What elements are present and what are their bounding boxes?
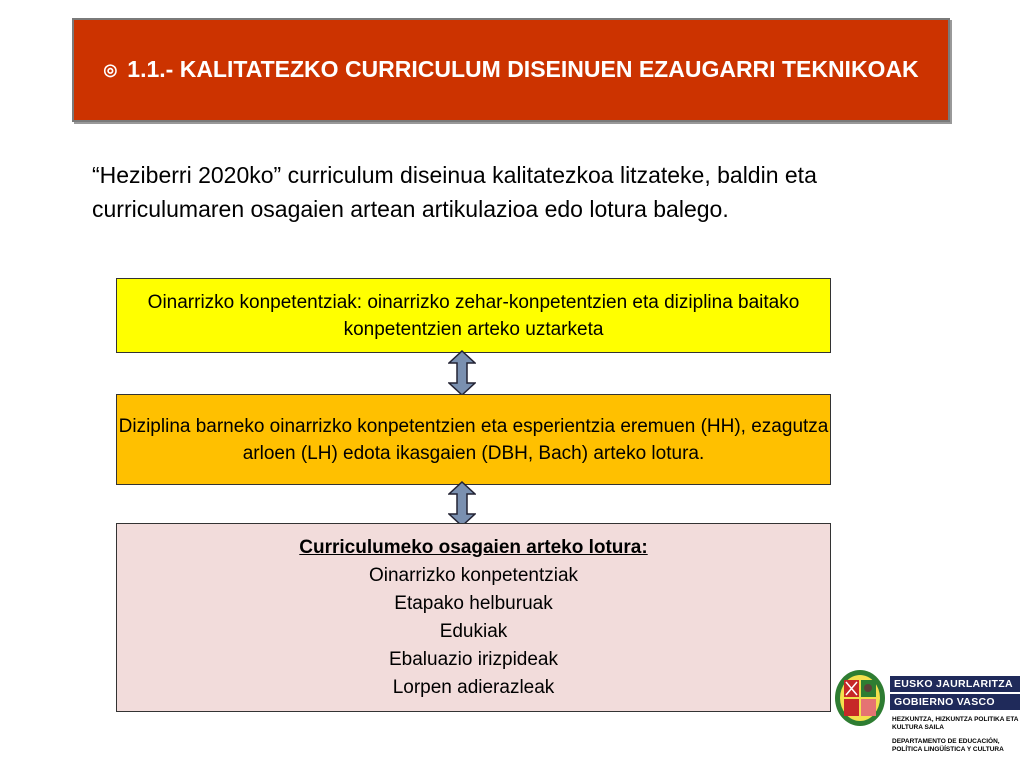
double-arrow-icon <box>448 481 476 527</box>
dept-name-basque: HEZKUNTZA, HIZKUNTZA POLITIKA ETA KULTURA SAILA <box>892 716 1019 731</box>
box-discipline-link <box>116 394 831 485</box>
list-item: Edukiak <box>439 620 508 642</box>
box-core-competences <box>116 278 831 353</box>
list-item: Etapako helburuak <box>394 592 553 614</box>
double-arrow-icon <box>448 350 476 396</box>
slide-title <box>72 18 950 122</box>
coat-of-arms-icon <box>832 666 888 728</box>
components-heading: Curriculumeko osagaien arteko lotura: <box>299 536 648 558</box>
box-core-competences-text: Oinarrizko konpetentziak: oinarrizko zehar-konpetentzien eta diziplina baitako konpetentzien arteko uztarketa <box>147 291 800 340</box>
box-curriculum-components <box>116 523 831 712</box>
logo-line-basque: EUSKO JAURLARITZA <box>890 676 1020 692</box>
title-text: 1.1.- KALITATEZKO CURRICULUM DISEINUEN EZAUGARRI TEKNIKOAK <box>127 56 919 83</box>
list-item: Lorpen adierazleak <box>392 676 555 698</box>
box-discipline-link-text: Diziplina barneko oinarrizko konpetentzien eta esperientzia eremuen (HH), ezagutza arloen (LH) edota ikasgaien (DBH, Bach) arteko lotura. <box>118 415 829 464</box>
intro-text: “Heziberri 2020ko” curriculum diseinua kalitatezkoa litzateke, baldin eta curriculumaren osagaien artean artikulazioa edo lotura balego. <box>92 162 817 222</box>
dept-name-spanish: DEPARTAMENTO DE EDUCACIÓN, POLÍTICA LINGÜÍSTICA Y CULTURA <box>892 738 1004 753</box>
list-item: Ebaluazio irizpideak <box>389 648 558 670</box>
logo-line-spanish: GOBIERNO VASCO <box>890 694 1020 710</box>
basque-government-logo <box>832 666 1022 770</box>
title-bullet-icon: ◎ <box>103 61 118 79</box>
list-item: Oinarrizko konpetentziak <box>368 564 579 586</box>
